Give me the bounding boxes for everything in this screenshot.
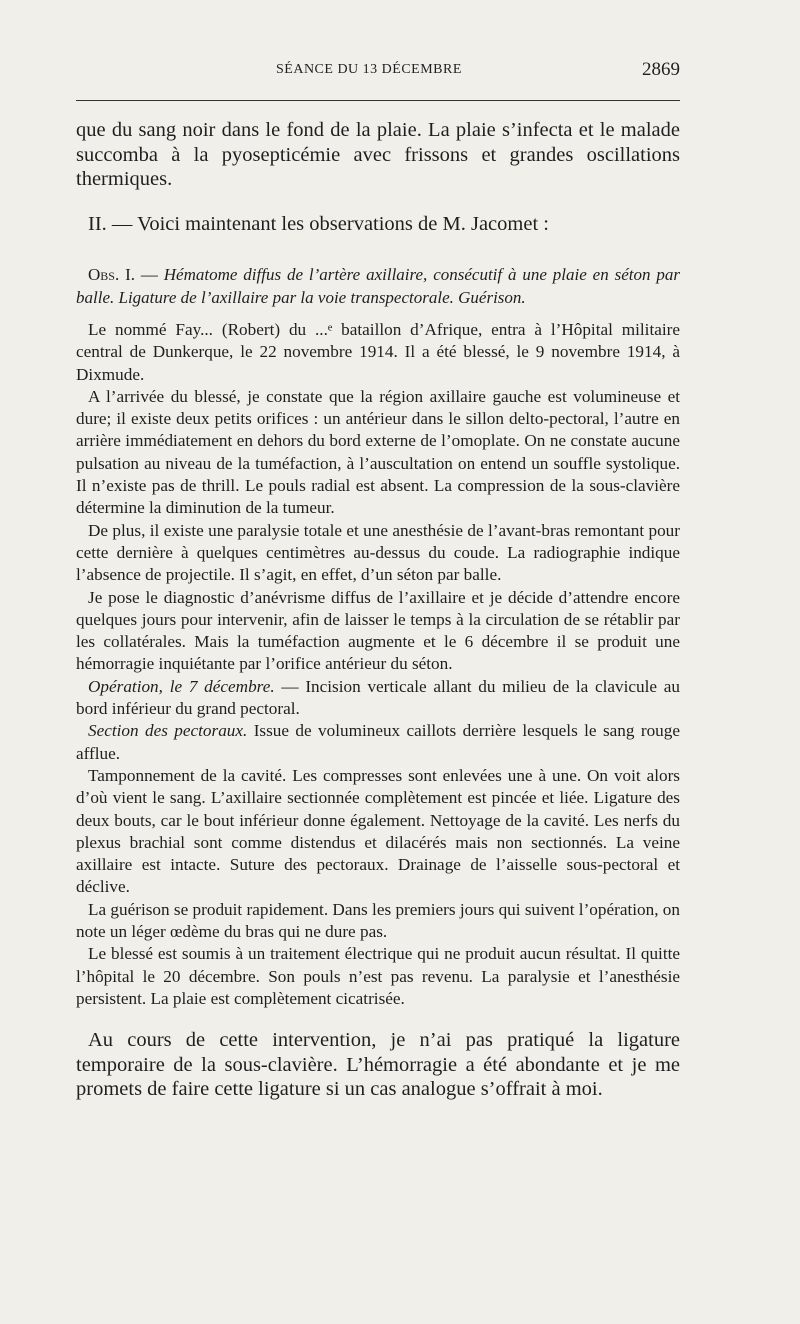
observation-paragraph: Je pose le diagnostic d’anévrisme diffus de l’axillaire et je décide d’attendre encore quelques jours pour intervenir, afin de laisser le temps à la circulation de se rétablir par les collatérales. Mais la tuméfaction augmente et le 6 décembre il se produit une hémorragie inquiétante par l’orifice antérieur du séton. — [76, 587, 680, 674]
observation-title-text: Hématome diffus de l’artère axillaire, consécutif à une plaie en séton par balle. Ligature de l’axillaire par la voie transpectorale. Guérison. — [76, 265, 681, 307]
header-rule — [76, 100, 680, 101]
observation-paragraph: Le nommé Fay... (Robert) du ...ᵉ bataillon d’Afrique, entra à l’Hôpital militaire central de Dunkerque, le 22 novembre 1914. Il a été blessé, le 9 novembre 1914, à Dixmude. — [76, 320, 680, 384]
page-header — [76, 59, 680, 86]
observation-paragraph: De plus, il existe une paralysie totale et une anesthésie de l’avant-bras remontant pour cette dernière à quelques centimètres au-dessus du coude. La radiographie indique l’absence de projectile. Il s’agit, en effet, d’un séton par balle. — [76, 520, 680, 585]
observation-paragraph: A l’arrivée du blessé, je constate que la région axillaire gauche est volumineuse et dure; il existe deux petits orifices : un antérieur dans le sillon delto-pectoral, l’autre en arrière immédiatement en dehors du bord externe de l’omoplate. On ne constate aucune pulsation au niveau de la tuméfaction, à l’auscultation on entend un souffle systolique. Il n’existe pas de thrill. Le pouls radial est absent. La compression de la sous-clavière détermine la diminution de la tumeur. — [76, 386, 680, 518]
observation-label: Obs. I. — — [88, 265, 158, 284]
observation-paragraph: Tamponnement de la cavité. Les compresses sont enlevées une à une. On voit alors d’où vient le sang. L’axillaire sectionnée complètement est pincée et liée. Ligature des deux bouts, car le bout inférieur donne également. Nettoyage de la cavité. Les nerfs du plexus brachial sont comme distendus et dilacérés mais non sectionnés. La veine axillaire est intacte. Suture des pectoraux. Drainage de l’aisselle sous-pectoral et déclive. — [76, 765, 680, 897]
page-body — [76, 118, 680, 1102]
observation-paragraph: Le blessé est soumis à un traitement électrique qui ne produit aucun résultat. Il quitte l’hôpital le 20 décembre. Son pouls n’est pas revenu. La paralysie et l’anesthésie persistent. La plaie est complètement cicatrisée. — [76, 944, 680, 1008]
page-number: 2869 — [642, 59, 680, 80]
section-label: Section des pectoraux. — [88, 721, 248, 741]
running-title: SÉANCE DU 13 DÉCEMBRE — [276, 62, 462, 77]
continued-paragraph: que du sang noir dans le fond de la plaie. La plaie s’infecta et le malade succomba à la pyosepticémie avec frissons et grandes oscillations thermiques. — [76, 119, 680, 190]
section-heading: II. — Voici maintenant les observations de M. Jacomet : — [88, 212, 549, 235]
observation-paragraph — [76, 720, 680, 765]
operation-text: — Incision verticale allant du milieu de la clavicule au bord inférieur du grand pectoral. — [76, 676, 680, 719]
observation-title — [76, 263, 680, 309]
observation-paragraph — [76, 676, 680, 721]
operation-label: Opération, le 7 décembre. — [88, 676, 275, 696]
observation-paragraph: La guérison se produit rapidement. Dans les premiers jours qui suivent l’opération, on note un léger œdème du bras qui ne dure pas. — [76, 899, 680, 942]
section-text: Issue de volumineux caillots derrière lesquels le sang rouge afflue. — [76, 721, 680, 763]
closing-paragraph: Au cours de cette intervention, je n’ai pas pratiqué la ligature temporaire de la sous-clavière. L’hémorragie a été abondante et je me promets de faire cette ligature si un cas analogue s’offrait à moi. — [76, 1029, 680, 1101]
